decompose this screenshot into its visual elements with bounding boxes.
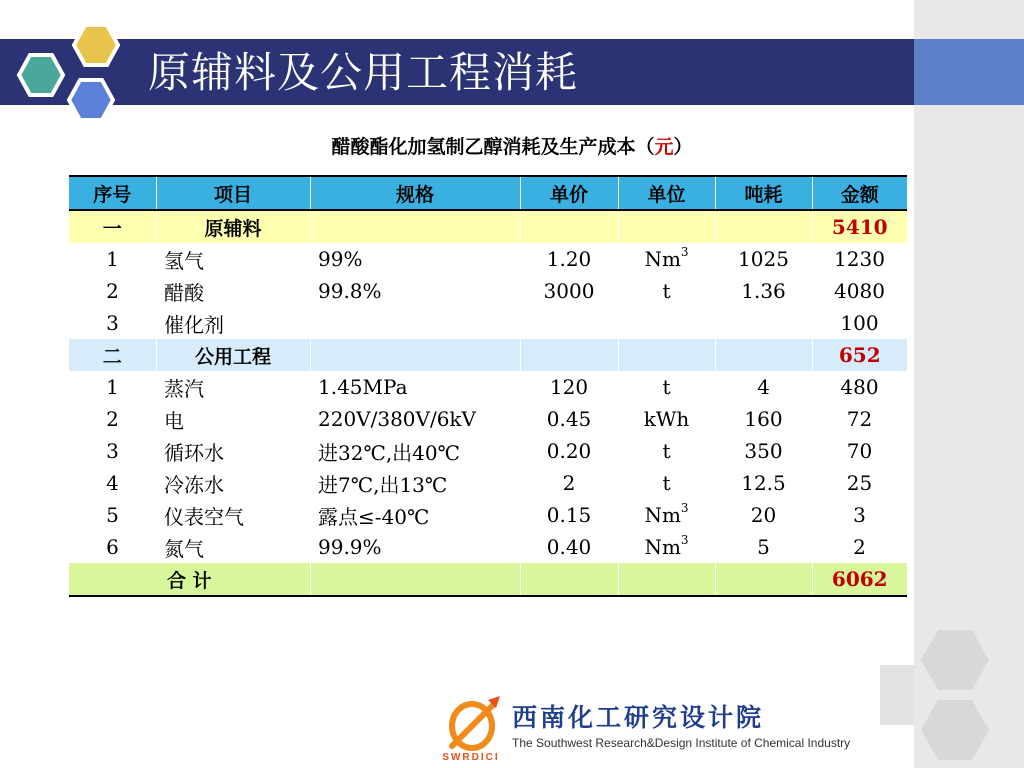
cell-unit [618,307,715,339]
cell-spec: 露点≤-40℃ [318,504,430,529]
cell-unit [618,499,715,531]
cell-consumption: 1.36 [741,279,786,303]
cell-item: 催化剂 [164,312,224,337]
cell-price: 1.20 [546,247,592,271]
cell-spec: 99.8% [318,279,382,303]
cell-no: 3 [106,311,119,335]
cell-unit [618,531,715,563]
caption-main: 醋酸酯化加氢制乙醇消耗及生产成本（ [331,136,655,158]
cell-amount: 2 [853,535,866,559]
cell-unit [618,371,715,403]
cell-spec: 220V/380V/6kV [318,407,476,431]
cell-no: 2 [106,279,119,303]
cell-consumption: 350 [744,439,783,463]
right-accent-block [914,39,1024,105]
section-no: 一 [69,210,156,243]
table-row [69,403,907,435]
table-row [69,275,907,307]
institute-logo [436,694,916,768]
cell-amount: 3 [853,503,866,527]
caption-end: ） [673,136,693,158]
section-label: 公用工程 [156,339,310,371]
unit-text: t [662,439,671,463]
cell-amount: 1230 [834,247,885,271]
cell-no: 3 [106,439,119,463]
cell-no: 5 [106,503,119,527]
cell-spec: 99.9% [318,535,382,559]
table-caption [0,132,1024,159]
unit-text: kWh [643,407,690,431]
table-row [69,435,907,467]
cell-no: 1 [106,375,119,399]
cell-no: 4 [106,471,119,495]
section-total: 652 [812,339,907,371]
unit-sup: 3 [680,533,689,547]
unit-text: t [662,279,671,303]
table-row [69,243,907,275]
cell-spec: 进7℃,出13℃ [318,472,448,497]
cell-no: 2 [106,407,119,431]
unit-text: Nm [644,535,681,559]
cell-amount: 70 [846,439,873,463]
header-amount: 金额 [812,176,907,210]
cell-unit [618,403,715,435]
cell-price: 3000 [543,279,595,303]
cell-item: 醋酸 [164,280,204,305]
cell-spec: 进32℃,出40℃ [318,440,461,465]
cell-spec: 99% [318,247,363,271]
unit-sup: 3 [680,501,689,515]
cell-price: 120 [549,375,589,399]
cell-item: 电 [164,408,184,433]
unit-text: t [662,471,671,495]
cell-consumption: 1025 [738,247,789,271]
cell-amount: 25 [846,471,873,495]
cell-price: 0.45 [546,407,592,431]
header-spec: 规格 [310,176,520,210]
cell-consumption: 20 [750,503,777,527]
cell-amount: 100 [840,311,879,335]
slide-title: 原辅料及公用工程消耗 [148,48,579,97]
table-row [69,371,907,403]
cell-item: 蒸汽 [164,376,204,401]
cell-consumption: 4 [757,375,770,399]
cell-consumption: 160 [744,407,783,431]
total-row [69,563,907,596]
hexagon-cluster-icon [10,20,130,120]
cell-price [520,307,618,339]
logo-abbr: SWRDICI [442,752,500,763]
cell-spec: 1.45MPa [318,375,408,399]
table-row [69,467,907,499]
cell-price: 2 [562,471,576,495]
cell-consumption [715,307,812,339]
cell-spec [310,307,520,339]
unit-text: Nm [644,247,681,271]
cell-item: 冷冻水 [164,472,224,497]
unit-text: t [662,375,671,399]
logo-name-cn: 西南化工研究设计院 [512,703,765,732]
header-consumption: 吨耗 [715,176,812,210]
total-label: 合 计 [69,563,310,596]
cell-price: 0.15 [546,503,592,527]
section-label: 原辅料 [156,210,310,243]
header-unit: 单位 [618,176,715,210]
unit-sup: 3 [680,245,689,259]
cell-price: 0.40 [546,535,592,559]
header-item: 项目 [156,176,310,210]
cell-item: 氢气 [164,248,204,273]
total-amount: 6062 [812,563,907,596]
caption-unit: 元 [654,136,674,158]
cost-table [69,175,907,597]
section-no: 二 [69,339,156,371]
table-row [69,499,907,531]
cell-consumption: 5 [757,535,770,559]
cell-consumption: 12.5 [741,471,786,495]
section-row-raw-materials [69,210,907,243]
header-no: 序号 [69,176,156,210]
table-row [69,307,907,339]
cell-price: 0.20 [546,439,592,463]
cell-no: 6 [106,535,119,559]
section-row-utilities [69,339,907,371]
table-header-row [69,176,907,210]
table-row [69,531,907,563]
cell-no: 1 [106,247,119,271]
cell-amount: 480 [840,375,879,399]
cell-unit [618,275,715,307]
cell-unit [618,467,715,499]
cell-unit [618,435,715,467]
cell-unit [618,243,715,275]
section-total: 5410 [812,210,907,243]
cell-amount: 4080 [834,279,885,303]
cell-item: 氮气 [164,536,204,561]
unit-text: Nm [644,503,681,527]
cell-amount: 72 [846,407,873,431]
swrdici-emblem-icon [438,694,508,754]
logo-name-en: The Southwest Research&Design Institute of Chemical Industry [512,736,851,750]
cell-item: 循环水 [164,440,224,465]
cell-item: 仪表空气 [164,504,244,529]
header-price: 单价 [520,176,618,210]
